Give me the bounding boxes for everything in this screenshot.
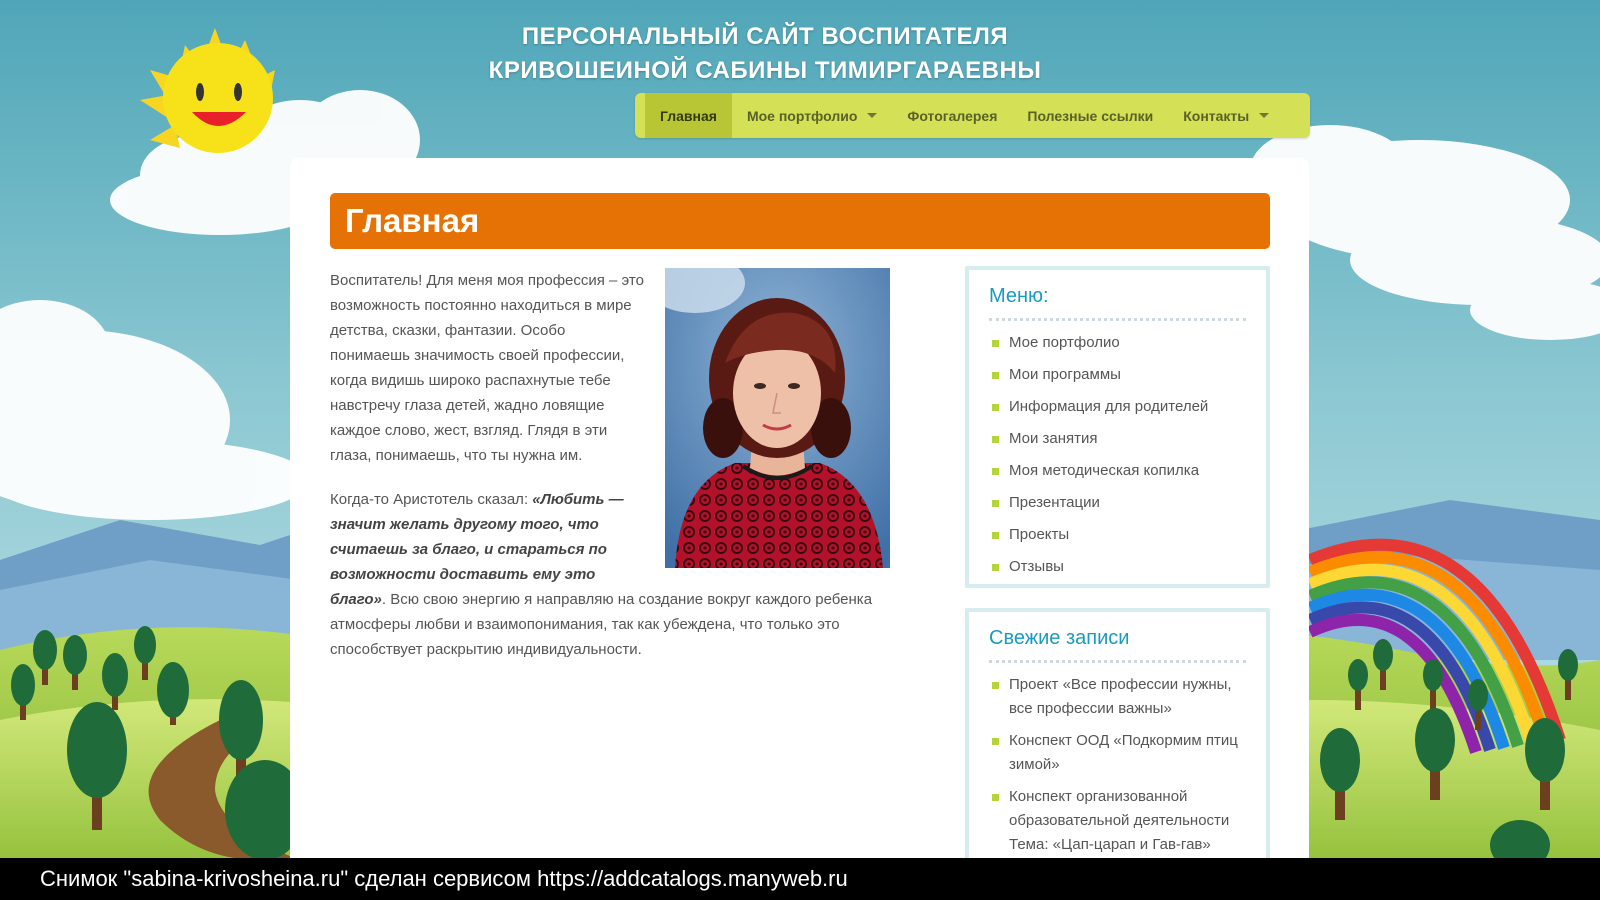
- menu-item[interactable]: Презентации: [989, 491, 1246, 515]
- menu-list: [989, 331, 1246, 579]
- nav-item-portfolio[interactable]: [732, 93, 892, 138]
- page-title: Главная: [330, 193, 1270, 249]
- recent-posts-widget: [965, 608, 1270, 868]
- nav-item-label: Главная: [660, 107, 717, 124]
- menu-item[interactable]: Информация для родителей: [989, 395, 1246, 419]
- nav-item-links[interactable]: [1012, 93, 1168, 138]
- article-paragraph: Воспитатель! Для меня моя профессия – это возможность постоянно находиться в мире детства, сказки, фантазии. Особо понимаешь значимость своей профессии, когда видишь широко распахнутые тебе навстречу глаза детей, жадно ловящие каждое слово, жест, взгляд. Глядя в эти глаза, понимаешь, что ты нужна им.: [330, 272, 644, 464]
- quote-continuation: . Всю свою энергию я направляю на создание вокруг каждого ребенка атмосферы любви и взаимопонимания, так как убеждена, что только это способствует раскрытию индивидуальности.: [330, 591, 873, 658]
- recent-post-link[interactable]: Конспект организованной образовательной деятельности Тема: «Цап-царап и Гав-гав»: [989, 785, 1246, 857]
- menu-item[interactable]: Мои программы: [989, 363, 1246, 387]
- menu-item[interactable]: Проекты: [989, 523, 1246, 547]
- nav-item-home[interactable]: [645, 93, 732, 138]
- recent-post-link[interactable]: Проект «Все профессии нужны, все профессии важны»: [989, 673, 1246, 721]
- chevron-down-icon: [1259, 113, 1269, 118]
- widget-title: Меню:: [989, 285, 1246, 321]
- nav-item-label: Мое портфолио: [746, 107, 858, 124]
- nav-item-contacts[interactable]: [1168, 93, 1284, 138]
- menu-item[interactable]: Мое портфолио: [989, 331, 1246, 355]
- nav-item-label: Контакты: [1183, 107, 1250, 124]
- main-nav: [635, 93, 1310, 138]
- menu-item[interactable]: Мои занятия: [989, 427, 1246, 451]
- nav-item-gallery[interactable]: [892, 93, 1012, 138]
- menu-widget: [965, 266, 1270, 588]
- widget-title: Свежие записи: [989, 627, 1246, 663]
- recent-post-link[interactable]: Конспект ООД «Подкормим птиц зимой»: [989, 729, 1246, 777]
- menu-item[interactable]: Моя методическая копилка: [989, 459, 1246, 483]
- nav-item-label: Полезные ссылки: [1027, 107, 1154, 124]
- content-card: [290, 158, 1309, 858]
- site-title-line2: КРИВОШЕИНОЙ САБИНЫ ТИМИРГАРАЕВНЫ: [488, 57, 1042, 84]
- aristotle-quote: «Любить — значит желать другому того, что считаешь за благо, и стараться по возможности доставить ему это благо»: [330, 491, 624, 608]
- site-title[interactable]: [400, 20, 1130, 88]
- recent-posts-list: [989, 673, 1246, 857]
- teacher-photo: [665, 268, 890, 568]
- menu-item[interactable]: Отзывы: [989, 555, 1246, 579]
- quote-intro: Когда-то Аристотель сказал:: [330, 491, 533, 508]
- article-body: [330, 268, 890, 681]
- chevron-down-icon: [867, 113, 877, 118]
- site-title-line1: ПЕРСОНАЛЬНЫЙ САЙТ ВОСПИТАТЕЛЯ: [521, 23, 1009, 50]
- nav-item-label: Фотогалерея: [907, 107, 998, 124]
- screenshot-caption: Снимок "sabina-krivosheina.ru" сделан сервисом https://addcatalogs.manyweb.ru: [0, 858, 1600, 900]
